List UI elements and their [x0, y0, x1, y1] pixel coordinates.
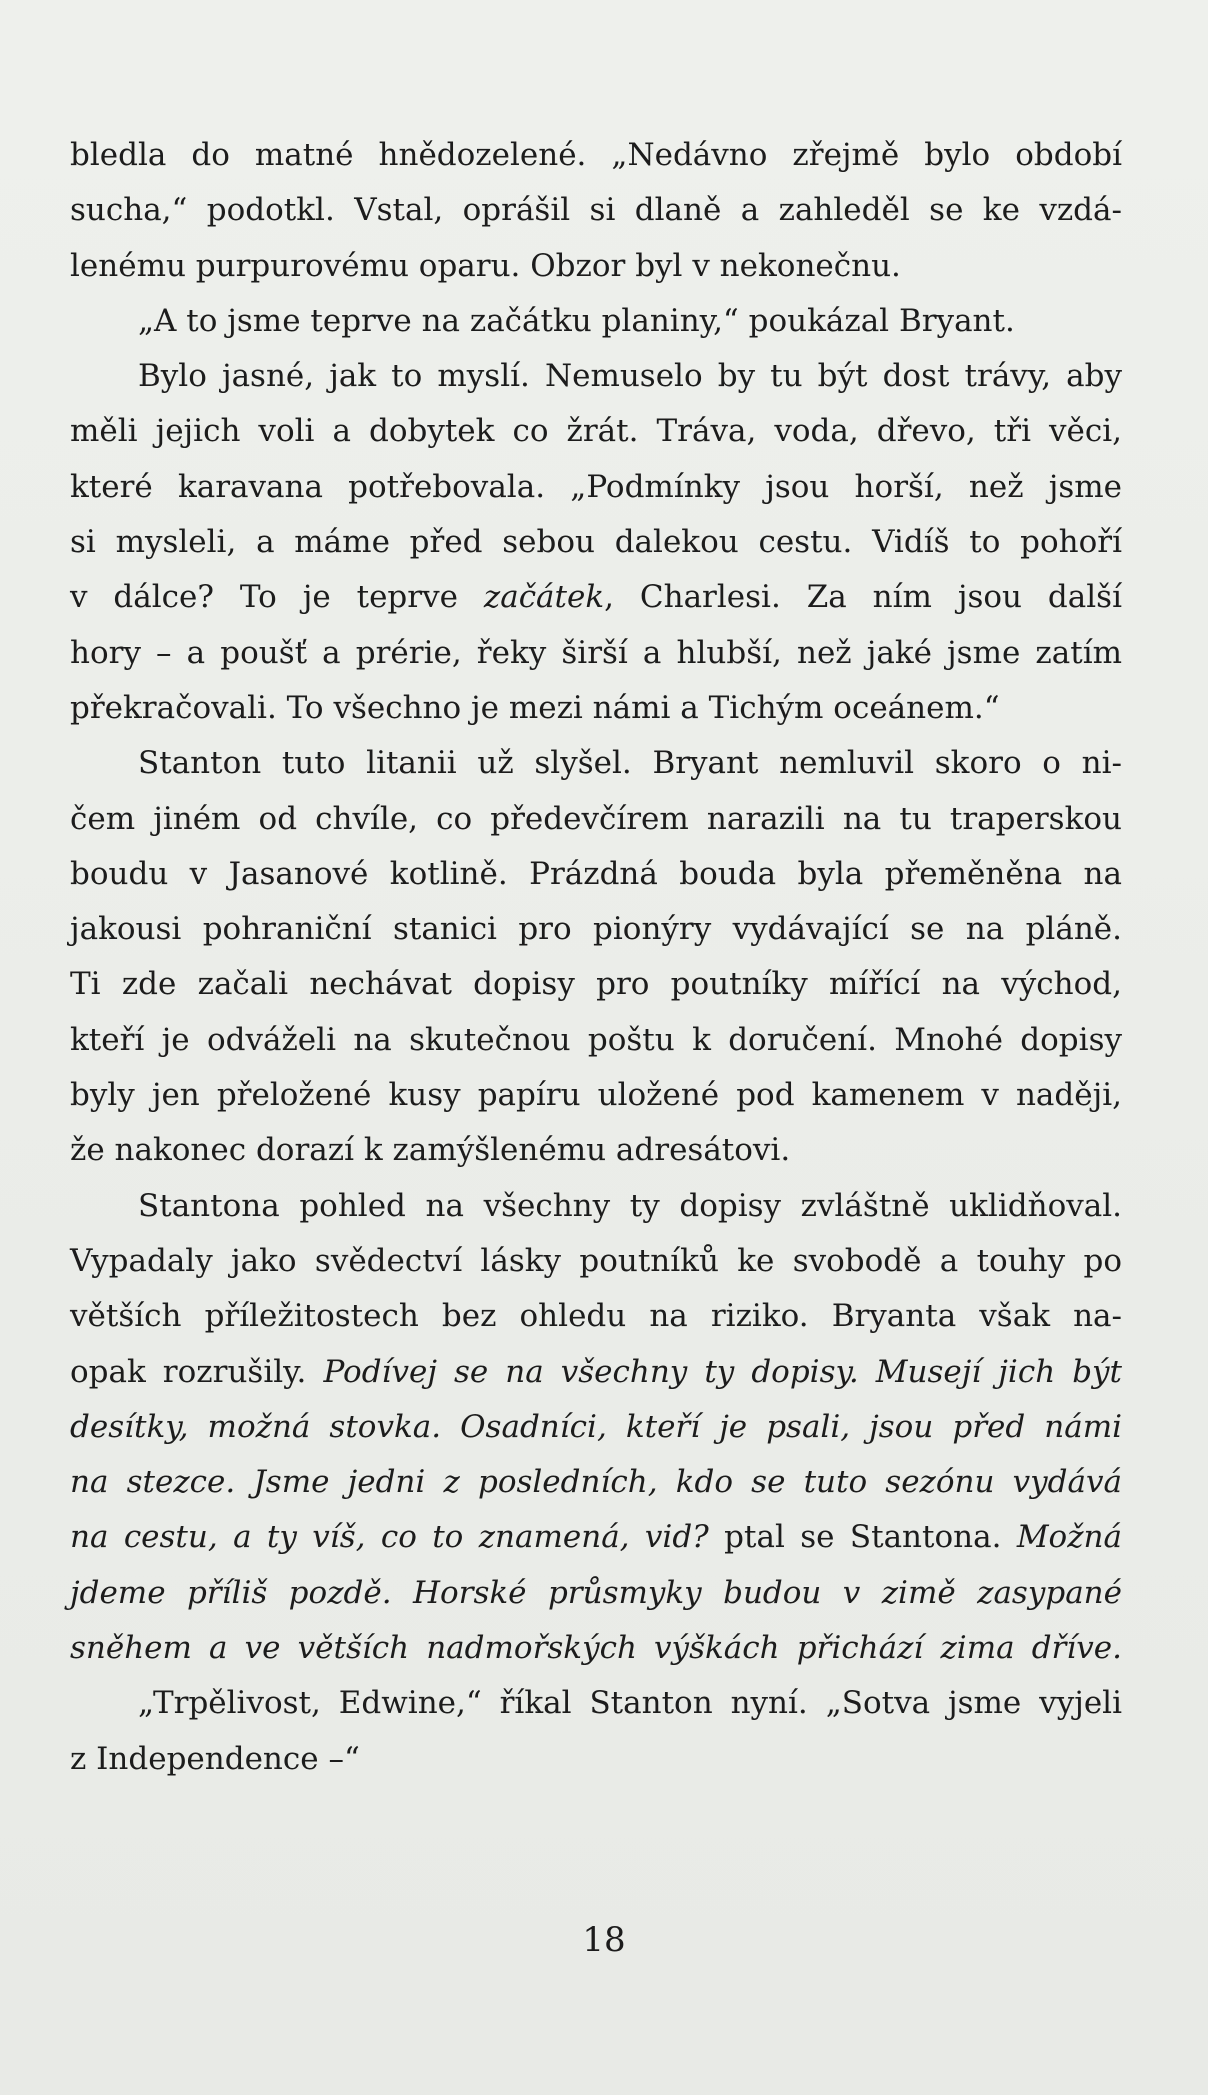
text-span: , Charlesi. Za ním jsou další	[604, 579, 1122, 616]
text-line: z Independence –“	[70, 1740, 360, 1777]
body-text	[70, 128, 1122, 1787]
text-span: ptal se Stantona.	[708, 1519, 1017, 1556]
text-line	[70, 1566, 1122, 1621]
text-line	[70, 1455, 1122, 1510]
text-line: si mysleli, a máme před sebou dalekou cestu. Vidíš to pohoří	[70, 524, 1122, 561]
text-line: větších příležitostech bez ohledu na riziko. Bryanta však na-	[70, 1298, 1122, 1335]
text-line	[70, 1400, 1122, 1455]
text-line: lenému purpurovému oparu. Obzor byl v nekonečnu.	[70, 247, 901, 284]
text-line: které karavana potřebovala. „Podmínky jsou horší, než jsme	[70, 468, 1122, 505]
text-line	[70, 1510, 1122, 1565]
italic-text-span: sněhem a ve větších nadmořských výškách přichází zima dříve.	[70, 1630, 1122, 1667]
text-line: bledla do matné hnědozelené. „Nedávno zřejmě bylo období	[70, 137, 1122, 173]
text-line: Stantona pohled na všechny ty dopisy zvláštně uklidňoval.	[138, 1187, 1122, 1224]
text-line: měli jejich voli a dobytek co žrát. Tráva, voda, dřevo, tři věci,	[70, 413, 1122, 450]
italic-text-span: Možná	[1016, 1519, 1122, 1556]
text-line	[70, 570, 1122, 625]
text-line: Stanton tuto litanii už slyšel. Bryant nemluvil skoro o ni-	[138, 745, 1122, 782]
text-line: byly jen přeložené kusy papíru uložené pod kamenem v naději,	[70, 1077, 1122, 1114]
text-line: „A to jsme teprve na začátku planiny,“ poukázal Bryant.	[138, 302, 1015, 339]
text-line: jakousi pohraniční stanici pro pionýry vydávající se na pláně.	[70, 911, 1122, 948]
text-line: Vypadaly jako svědectví lásky poutníků ke svobodě a touhy po	[70, 1242, 1122, 1279]
italic-text-span: Podívej se na všechny ty dopisy. Musejí jich být	[323, 1353, 1123, 1390]
italic-text-span: desítky, možná stovka. Osadníci, kteří je psali, jsou před námi	[70, 1408, 1122, 1445]
text-line: překračovali. To všechno je mezi námi a Tichým oceánem.“	[70, 689, 1000, 726]
text-line	[70, 1621, 1122, 1676]
text-line	[70, 1345, 1122, 1400]
text-line: hory – a poušť a prérie, řeky širší a hlubší, než jaké jsme zatím	[70, 634, 1122, 671]
text-line: sucha,“ podotkl. Vstal, oprášil si dlaně a zahleděl se ke vzdá-	[70, 192, 1122, 229]
italic-text-span: na cestu, a ty víš, co to znamená, vid?	[70, 1519, 709, 1556]
text-span: v dálce? To je teprve	[70, 579, 484, 616]
text-line: „Trpělivost, Edwine,“ říkal Stanton nyní. „Sotva jsme vyjeli	[138, 1685, 1122, 1722]
page-number: 18	[582, 1920, 626, 1960]
text-line: Bylo jasné, jak to myslí. Nemuselo by tu být dost trávy, aby	[138, 358, 1122, 395]
text-line: čem jiném od chvíle, co předevčírem narazili na tu traperskou	[70, 800, 1122, 837]
text-line: Ti zde začali nechávat dopisy pro poutníky mířící na východ,	[70, 966, 1122, 1003]
text-line: kteří je odváželi na skutečnou poštu k doručení. Mnohé dopisy	[70, 1021, 1122, 1058]
text-line: že nakonec dorazí k zamýšlenému adresátovi.	[70, 1132, 791, 1169]
italic-text-span: jdeme příliš pozdě. Horské průsmyky budou v zimě zasypané	[70, 1574, 1122, 1611]
italic-text-span: na stezce. Jsme jedni z posledních, kdo se tuto sezónu vydává	[70, 1464, 1122, 1501]
text-line: boudu v Jasanové kotlině. Prázdná bouda byla přeměněna na	[70, 855, 1122, 892]
italic-text-span: začátek	[483, 579, 605, 616]
text-span: opak rozrušily.	[70, 1353, 324, 1390]
